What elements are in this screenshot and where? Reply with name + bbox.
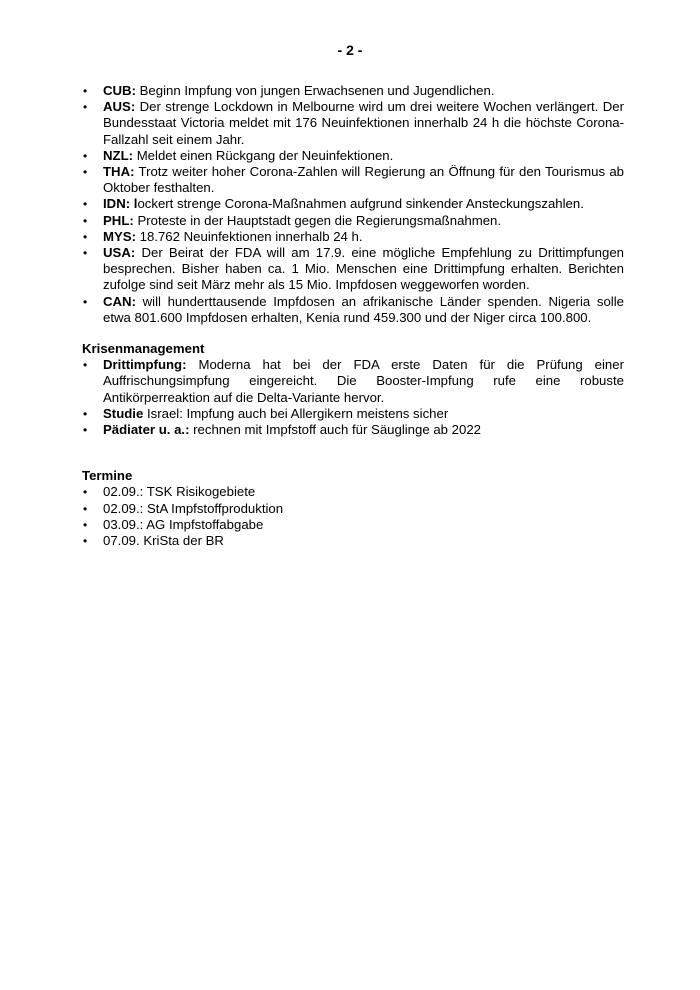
section-heading-krisenmanagement: Krisenmanagement [82,341,205,357]
document-body [82,83,624,549]
item-label: Studie [103,405,144,421]
item-label: Drittimpfung: [103,357,187,373]
list-item [82,148,624,164]
country-code: THA: [103,164,135,180]
list-item [82,517,624,533]
bullet-icon: • [83,517,88,532]
bullet-icon: • [83,229,88,244]
item-text: 02.09.: TSK Risikogebiete [103,484,256,500]
bullet-icon: • [83,213,88,228]
section-heading-termine: Termine [82,468,133,484]
list-item [82,229,624,245]
item-text: ockert strenge Corona-Maßnahmen aufgrund sinkender Ansteckungszahlen. [137,196,584,212]
item-text: Meldet einen Rückgang der Neuinfektionen. [133,147,394,163]
list-item [82,533,624,549]
bullet-icon: • [83,294,88,309]
country-code: MYS: [103,228,136,244]
country-code: CUB: [103,83,136,98]
termine-list [82,484,624,549]
list-item [82,99,624,148]
item-text: will hunderttausende Impfdosen an afrikanische Länder spenden. Nigeria solle etwa 801.600 Impfdosen erhalten, Kenia rund 459.300 und der Niger circa 100.800. [103,293,624,325]
bullet-icon: • [83,406,88,421]
list-item [82,484,624,500]
bullet-icon: • [83,358,88,373]
list-item [82,294,624,326]
item-text: rechnen mit Impfstoff auch für Säuglinge ab 2022 [189,422,482,438]
bullet-icon: • [83,100,88,115]
country-updates-list [82,83,624,326]
item-text: Beginn Impfung von jungen Erwachsenen und Jugendlichen. [135,83,495,98]
bullet-icon: • [83,165,88,180]
item-text: Israel: Impfung auch bei Allergikern meistens sicher [143,405,449,421]
item-text: 02.09.: StA Impfstoffproduktion [103,500,284,516]
country-code: CAN: [103,293,136,309]
item-text: Der strenge Lockdown in Melbourne wird um drei weitere Wochen verlängert. Der Bundesstaat Victoria meldet mit 176 Neuinfektionen innerhalb 24 h die höchste Corona-Fallzahl seit einem Jahr. [103,99,624,147]
item-text: 03.09.: AG Impfstoffabgabe [103,516,264,532]
bullet-icon: • [83,485,88,500]
list-item [82,83,624,99]
country-code: PHL: [103,212,134,228]
list-item [82,213,624,229]
bullet-icon: • [83,148,88,163]
item-label: Pädiater u. a.: [103,422,190,438]
bullet-icon: • [83,197,88,212]
spacer [82,326,624,341]
spacer [82,438,624,468]
bullet-icon: • [83,84,88,98]
item-text: 18.762 Neuinfektionen innerhalb 24 h. [135,228,363,244]
item-text: Trotz weiter hoher Corona-Zahlen will Regierung an Öffnung für den Tourismus ab Oktober festhalten. [103,164,624,196]
bullet-icon: • [83,423,88,438]
country-code: USA: [103,245,136,261]
list-item [82,245,624,294]
bullet-icon: • [83,246,88,261]
list-item [82,406,624,422]
item-text: 07.09. KriSta der BR [103,533,224,549]
crisis-list [82,357,624,438]
item-text: Der Beirat der FDA will am 17.9. eine mögliche Empfehlung zu Drittimpfungen besprechen. Bisher haben ca. 1 Mio. Menschen eine Drittimpfung erhalten. Berichten zufolge sind seit März mehr als 15 Mio. Impfdosen weggeworfen worden. [103,245,624,293]
bullet-icon: • [83,534,88,549]
list-item [82,196,624,212]
list-item [82,422,624,438]
list-item [82,501,624,517]
list-item [82,357,624,406]
list-item [82,164,624,196]
page-number: - 2 - [337,42,363,58]
country-code: IDN: l [103,196,138,212]
country-code: NZL: [103,147,134,163]
bullet-icon: • [83,501,88,516]
item-text: Moderna hat bei der FDA erste Daten für die Prüfung einer Auffrischungsimpfung eingereicht. Die Booster-Impfung rufe eine robuste Antikörperreaktion auf die Delta-Variante hervor. [103,357,624,405]
item-text: Proteste in der Hauptstadt gegen die Regierungsmaßnahmen. [133,212,502,228]
country-code: AUS: [103,99,136,115]
